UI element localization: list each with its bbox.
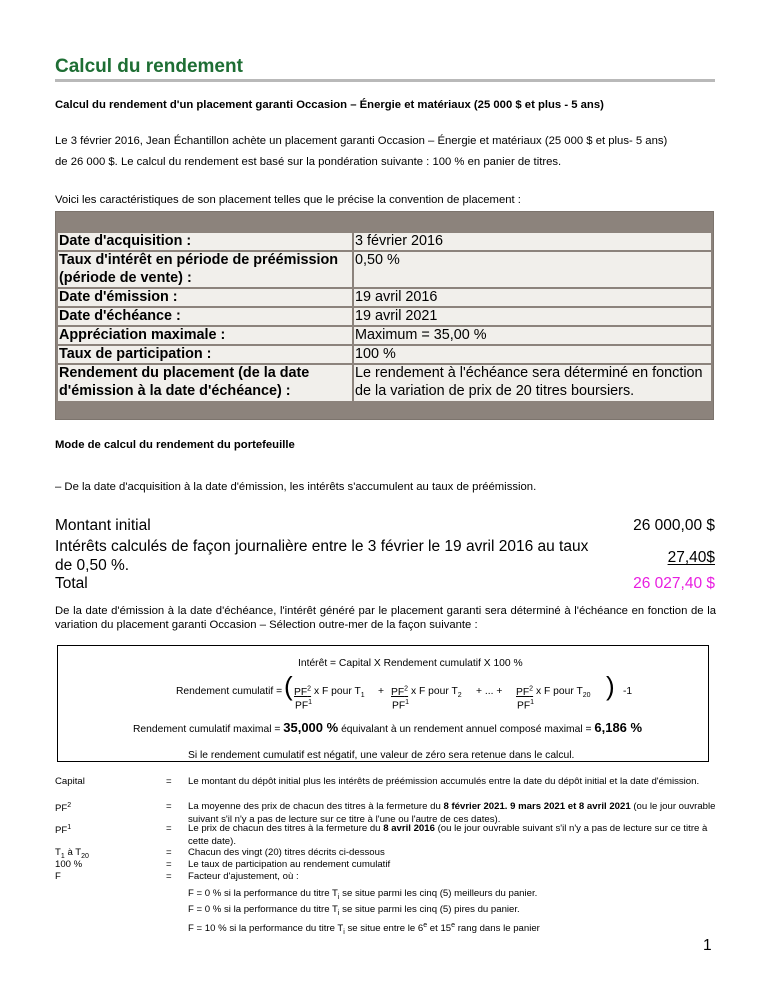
def-term-pf1: $PF^1$ [55, 824, 72, 837]
variation-paragraph: De la date d'émission à la date d'échéance, l'intérêt généré par le placement garanti sera déterminé à l'échéance en fonction de la variation du placement garanti Occasion – Sélection outre-mer de la façon suivante : [55, 605, 716, 631]
preemission-note: – De la date d'acquisition à la date d'émission, les intérêts s'accumulent au taux de préémission. [55, 481, 537, 493]
def-desc-capital: Le montant du dépôt initial plus les intérêts de préémission accumulés entre la date du dépôt initial et la date d'émission. [188, 776, 700, 787]
max-cumulative-line: Rendement cumulatif maximal = 35,000 % équivalant à un rendement annuel composé maximal = 6,186 % [133, 720, 643, 735]
max-annual-value: 6,186 % [594, 720, 643, 735]
negative-note: Si le rendement cumulatif est négatif, une valeur de zéro sera retenue dans le calcul. [188, 750, 575, 761]
row-label: Date d'acquisition : [58, 233, 352, 250]
def-equals: = [166, 871, 172, 882]
pf1-denominator-20: $PF^1$ [517, 699, 535, 712]
interest-amount-label: Intérêts calculés de façon journalière entre le 3 février le 19 avril 2016 au taux de 0,50 %. [55, 538, 589, 574]
intro-line-1: Le 3 février 2016, Jean Échantillon achète un placement garanti Occasion – Énergie et matériaux (25 000 $ et plus- 5 ans) [55, 135, 668, 147]
factor-rule: F = 0 % si la performance du titre $T_i$ se situe parmi les cinq (5) pires du panier. [188, 904, 520, 917]
def-desc-pf2: La moyenne des prix de chacun des titres à la fermeture du 8 février 2021. 9 mars 2021 et 8 avril 2021 (ou le jour ouvrable suivant s'il n'y a pas de lecture sur ce titre à l'une ou l'autre de ces dates). [188, 801, 716, 825]
pf2-term-1: $PF^2$ [294, 686, 312, 699]
mode-heading: Mode de calcul du rendement du portefeuille [55, 439, 295, 451]
t2-term: x F pour $T_2$ [411, 686, 462, 700]
def-equals: = [166, 823, 172, 834]
intro-line-2: de 26 000 $. Le calcul du rendement est basé sur la pondération suivante : 100 % en panier de titres. [55, 156, 562, 168]
ellipsis: + ... + [476, 686, 503, 697]
cumulative-label: Rendement cumulatif = [176, 686, 283, 697]
interest-amount-value: 27,40$ [667, 549, 715, 566]
minus-one: -1 [623, 686, 633, 697]
pf1-denominator-2: $PF^1$ [392, 699, 410, 712]
row-value: 0,50 % [354, 252, 711, 287]
pf2-term-2: $PF^2$ [391, 686, 409, 699]
factor-rule: F = 0 % si la performance du titre $T_i$ se situe parmi les cinq (5) meilleurs du panier. [188, 888, 538, 901]
def-term-factor: F [55, 871, 61, 882]
def-desc-titles: Chacun des vingt (20) titres décrits ci-dessous [188, 847, 385, 858]
max-cumulative-value: 35,000 % [283, 720, 339, 735]
pf2-term-20: $PF^2$ [516, 686, 534, 699]
t1-term: x F pour $T_1$ [314, 686, 365, 700]
plus-sign: + [378, 686, 385, 697]
row-label: Taux d'intérêt en période de préémission (période de vente) : [58, 252, 352, 287]
def-term-titles: $T_1$ à $T_{20}$ [55, 847, 89, 860]
factor-rule: F = 10 % si la performance du titre $T_i$ se situe entre le 6e et 15e rang dans le panier [188, 922, 540, 937]
row-value: 3 février 2016 [354, 233, 711, 250]
def-term-pf2: $PF^2$ [55, 802, 72, 815]
row-label: Rendement du placement (de la date d'émission à la date d'échéance) : [58, 365, 352, 401]
initial-amount-value: 26 000,00 $ [633, 517, 715, 534]
row-value: 100 % [354, 346, 711, 363]
def-equals: = [166, 776, 172, 787]
row-label: Taux de participation : [58, 346, 352, 363]
page-number: 1 [703, 937, 712, 954]
interest-formula: Intérêt = Capital X Rendement cumulatif X 100 % [298, 658, 523, 669]
pf1-denominator-1: $PF^1$ [295, 699, 313, 712]
row-label: Date d'émission : [58, 289, 352, 306]
def-equals: = [166, 801, 172, 812]
def-term-capital: Capital [55, 776, 85, 787]
def-desc-participation: Le taux de participation au rendement cumulatif [188, 859, 391, 870]
characteristics-intro: Voici les caractéristiques de son placement telles que le précise la convention de placement : [55, 194, 521, 206]
def-term-participation: 100 % [55, 859, 83, 870]
t20-term: x F pour $T_{20}$ [536, 686, 591, 700]
def-equals: = [166, 847, 172, 858]
def-desc-pf1: Le prix de chacun des titres à la fermeture du 8 avril 2016 (ou le jour ouvrable suivant s'il n'y a pas de lecture sur ce titre à cette date). [188, 823, 708, 847]
total-amount-value: 26 027,40 $ [633, 575, 715, 592]
row-label: Appréciation maximale : [58, 327, 352, 344]
row-value: Le rendement à l'échéance sera déterminé en fonction de la variation de prix de 20 titres boursiers. [354, 365, 711, 401]
initial-amount-label: Montant initial [55, 517, 151, 534]
def-equals: = [166, 859, 172, 870]
close-paren-icon: ) [606, 671, 615, 701]
total-amount-label: Total [55, 575, 88, 592]
section-subtitle: Calcul du rendement d'un placement garanti Occasion – Énergie et matériaux (25 000 $ et plus - 5 ans) [55, 99, 604, 111]
row-label: Date d'échéance : [58, 308, 352, 325]
row-value: Maximum = 35,00 % [354, 327, 711, 344]
row-value: 19 avril 2016 [354, 289, 711, 306]
def-desc-factor: Facteur d'ajustement, où : [188, 871, 299, 882]
open-paren-icon: ( [284, 671, 293, 701]
page-title: Calcul du rendement [55, 56, 243, 77]
row-value: 19 avril 2021 [354, 308, 711, 325]
